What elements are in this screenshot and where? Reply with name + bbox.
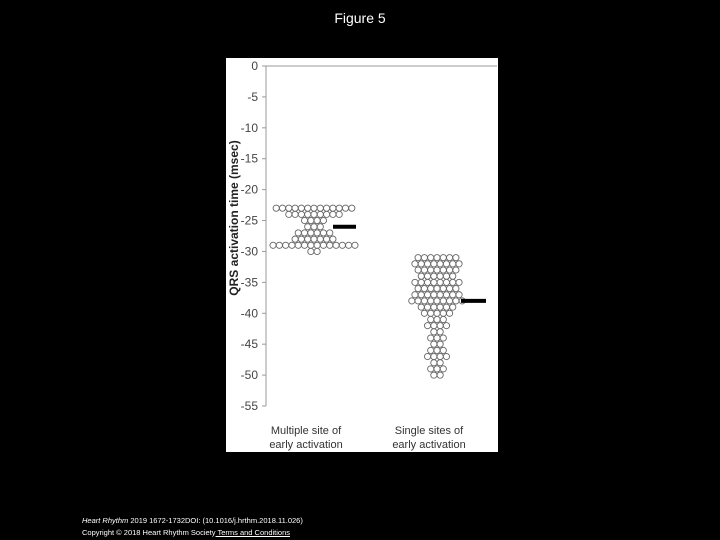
data-point xyxy=(437,273,443,279)
data-point xyxy=(431,323,437,329)
y-tick-label: -50 xyxy=(240,368,258,383)
data-point xyxy=(317,211,323,217)
data-point xyxy=(437,372,443,378)
citation-text: 2019 1672-1732DOI: (10.1016/j.hrthm.2018.11.026) xyxy=(128,516,303,525)
data-point xyxy=(434,335,440,341)
data-point xyxy=(453,285,459,291)
data-point xyxy=(308,242,314,248)
y-tick-label: -15 xyxy=(240,151,258,166)
citation-line xyxy=(82,515,303,527)
slide-title: Figure 5 xyxy=(334,10,386,26)
data-point xyxy=(308,217,314,223)
data-point xyxy=(421,298,427,304)
data-point xyxy=(437,329,443,335)
data-point xyxy=(434,310,440,316)
y-tick-label: -10 xyxy=(240,120,258,135)
data-point xyxy=(292,236,298,242)
data-point xyxy=(447,310,453,316)
data-point xyxy=(443,279,449,285)
category-label: Multiple site of xyxy=(270,425,342,437)
data-point xyxy=(421,285,427,291)
data-point xyxy=(434,347,440,353)
data-point xyxy=(440,285,446,291)
data-point xyxy=(308,230,314,236)
data-point xyxy=(412,261,418,267)
data-point xyxy=(447,285,453,291)
data-point xyxy=(286,205,292,211)
data-point xyxy=(428,310,434,316)
y-tick-label: -40 xyxy=(240,306,258,321)
data-point xyxy=(437,292,443,298)
data-point xyxy=(450,304,456,310)
data-point xyxy=(314,242,320,248)
data-point xyxy=(440,366,446,372)
data-point xyxy=(421,255,427,261)
copyright-line xyxy=(82,527,303,539)
dot-plot-chart xyxy=(226,58,498,452)
data-point xyxy=(431,304,437,310)
data-point xyxy=(324,205,330,211)
data-point xyxy=(320,242,326,248)
data-point xyxy=(431,261,437,267)
data-point xyxy=(418,292,424,298)
data-point xyxy=(314,217,320,223)
data-point xyxy=(440,316,446,322)
data-point xyxy=(424,292,430,298)
data-point xyxy=(418,261,424,267)
data-point xyxy=(311,205,317,211)
data-point xyxy=(450,261,456,267)
data-point xyxy=(324,236,330,242)
data-point xyxy=(409,298,415,304)
y-axis-title: QRS activation time (msec) xyxy=(227,140,241,296)
y-tick-label: -25 xyxy=(240,213,258,228)
data-point xyxy=(431,372,437,378)
data-point xyxy=(431,341,437,347)
data-point xyxy=(437,279,443,285)
data-point xyxy=(342,205,348,211)
data-point xyxy=(283,242,289,248)
data-point xyxy=(437,323,443,329)
data-point xyxy=(295,230,301,236)
y-tick-label: -5 xyxy=(247,89,258,104)
data-point xyxy=(317,205,323,211)
data-point xyxy=(428,285,434,291)
data-point xyxy=(273,205,279,211)
data-point xyxy=(443,323,449,329)
data-point xyxy=(421,267,427,273)
data-point xyxy=(352,242,358,248)
data-point xyxy=(276,242,282,248)
data-point xyxy=(440,347,446,353)
data-point xyxy=(412,279,418,285)
data-point xyxy=(428,366,434,372)
data-point xyxy=(447,267,453,273)
data-point xyxy=(447,298,453,304)
data-point xyxy=(450,273,456,279)
data-point xyxy=(305,205,311,211)
data-point xyxy=(443,304,449,310)
data-point xyxy=(336,211,342,217)
data-point xyxy=(453,255,459,261)
y-tick-label: -55 xyxy=(240,399,258,413)
data-point xyxy=(418,273,424,279)
data-point xyxy=(437,261,443,267)
data-point xyxy=(424,279,430,285)
data-point xyxy=(437,360,443,366)
data-point xyxy=(431,279,437,285)
data-point xyxy=(295,242,301,248)
data-point xyxy=(437,341,443,347)
data-point xyxy=(434,366,440,372)
data-point xyxy=(434,316,440,322)
data-point xyxy=(289,242,295,248)
data-point xyxy=(450,279,456,285)
data-point xyxy=(447,255,453,261)
data-point xyxy=(440,335,446,341)
data-point xyxy=(324,211,330,217)
data-point xyxy=(434,298,440,304)
data-point xyxy=(418,304,424,310)
data-point xyxy=(443,353,449,359)
y-tick-label: 0 xyxy=(251,59,258,73)
journal-name: Heart Rhythm xyxy=(82,516,129,525)
data-point xyxy=(305,211,311,217)
data-point xyxy=(434,285,440,291)
data-point xyxy=(327,230,333,236)
data-point xyxy=(320,217,326,223)
data-point xyxy=(421,310,427,316)
data-point xyxy=(305,224,311,230)
category-label: early activation xyxy=(392,439,466,451)
data-point xyxy=(298,236,304,242)
data-point xyxy=(428,316,434,322)
data-point xyxy=(443,292,449,298)
data-point xyxy=(346,242,352,248)
data-point xyxy=(298,205,304,211)
y-tick-label: -45 xyxy=(240,337,258,352)
data-point xyxy=(415,285,421,291)
data-point xyxy=(279,205,285,211)
y-tick-label: -30 xyxy=(240,244,258,259)
data-point xyxy=(434,255,440,261)
data-point xyxy=(311,211,317,217)
data-point xyxy=(301,230,307,236)
category-label: Single sites of xyxy=(394,425,464,437)
y-tick-label: -20 xyxy=(240,182,258,197)
data-point xyxy=(330,205,336,211)
copyright-text: Copyright © 2018 Heart Rhythm Society xyxy=(82,528,216,537)
data-point xyxy=(431,353,437,359)
data-point xyxy=(440,267,446,273)
data-point xyxy=(317,224,323,230)
data-point xyxy=(456,292,462,298)
data-point xyxy=(286,211,292,217)
data-point xyxy=(298,211,304,217)
data-point xyxy=(330,236,336,242)
data-point xyxy=(431,329,437,335)
data-point xyxy=(415,255,421,261)
data-point xyxy=(424,261,430,267)
y-tick-label: -35 xyxy=(240,275,258,290)
data-point xyxy=(453,298,459,304)
data-point xyxy=(418,279,424,285)
data-point xyxy=(327,242,333,248)
data-point xyxy=(443,261,449,267)
data-point xyxy=(431,273,437,279)
data-point xyxy=(428,267,434,273)
data-point xyxy=(339,242,345,248)
data-point xyxy=(292,205,298,211)
data-point xyxy=(301,242,307,248)
data-point xyxy=(437,304,443,310)
data-point xyxy=(320,230,326,236)
data-point xyxy=(424,304,430,310)
data-point xyxy=(428,255,434,261)
data-point xyxy=(308,248,314,254)
figure-panel xyxy=(226,58,498,452)
data-point xyxy=(424,353,430,359)
data-point xyxy=(349,205,355,211)
data-point xyxy=(301,217,307,223)
data-point xyxy=(431,360,437,366)
data-point xyxy=(424,323,430,329)
data-point xyxy=(292,211,298,217)
data-point xyxy=(311,224,317,230)
data-point xyxy=(314,248,320,254)
data-point xyxy=(424,273,430,279)
data-point xyxy=(428,298,434,304)
data-point xyxy=(428,347,434,353)
data-point xyxy=(330,211,336,217)
data-point xyxy=(440,310,446,316)
data-point xyxy=(415,267,421,273)
data-point xyxy=(431,292,437,298)
category-label: early activation xyxy=(269,439,343,451)
data-point xyxy=(440,298,446,304)
data-point xyxy=(456,279,462,285)
data-point xyxy=(453,267,459,273)
data-point xyxy=(437,353,443,359)
data-point xyxy=(305,236,311,242)
citation-footer xyxy=(82,515,303,539)
data-point xyxy=(317,236,323,242)
data-point xyxy=(428,335,434,341)
data-point xyxy=(270,242,276,248)
data-point xyxy=(311,236,317,242)
data-point xyxy=(333,242,339,248)
terms-link[interactable]: Terms and Conditions xyxy=(215,528,290,537)
data-point xyxy=(314,230,320,236)
data-point xyxy=(336,205,342,211)
data-point xyxy=(434,267,440,273)
data-point xyxy=(415,298,421,304)
data-point xyxy=(412,292,418,298)
data-point xyxy=(450,292,456,298)
data-point xyxy=(456,261,462,267)
data-point xyxy=(443,273,449,279)
data-point xyxy=(440,255,446,261)
